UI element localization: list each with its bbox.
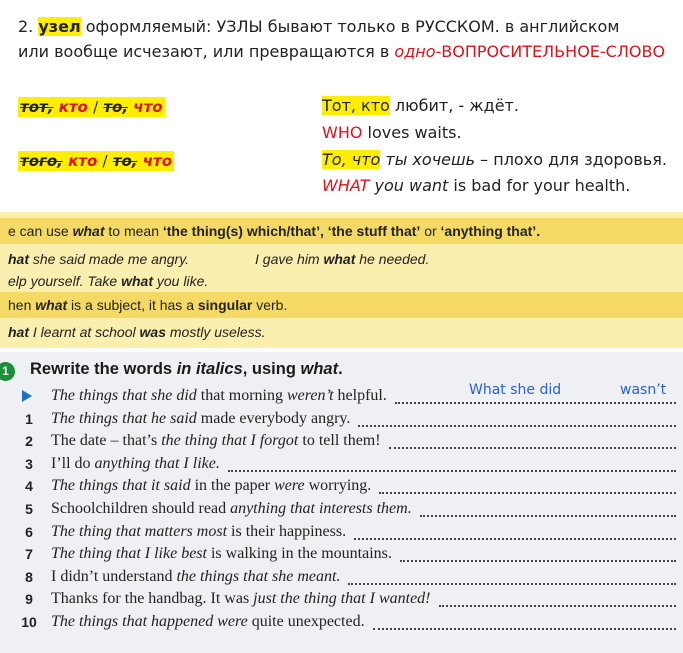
header-italic-red: одно-: [394, 42, 442, 61]
rule-text: or: [424, 223, 437, 239]
strike-word: тот,: [20, 98, 54, 116]
plain-text: Thanks for the handbag. It was: [51, 590, 254, 608]
header-number: 2.: [18, 17, 34, 36]
italic-words: ты хочешь: [385, 150, 476, 169]
italic-phrase: The things that she did: [51, 387, 197, 404]
exercise-row: [0, 589, 683, 611]
rule-text: is a subject, it has a: [71, 297, 194, 313]
highlight: То, что: [322, 150, 381, 169]
exercise-sentence: [51, 455, 220, 473]
answer-line[interactable]: [348, 567, 676, 585]
exercise-number: 8: [25, 568, 33, 585]
exercise-row: [0, 382, 683, 408]
rule-text: e can use: [8, 223, 69, 239]
red-word: что: [133, 98, 163, 116]
red-word: WHAT: [322, 176, 370, 195]
title-part: Rewrite the words: [30, 360, 173, 378]
exercise-sentence: [51, 387, 387, 405]
exercise-sentence: [51, 590, 431, 608]
italic-phrase: anything that I like.: [94, 454, 220, 472]
exercise-row: [0, 612, 683, 634]
rule-line-2: [8, 297, 287, 313]
italic-phrase: The thing that matters most: [51, 522, 228, 540]
exercise-number: 2: [25, 433, 33, 450]
exercise-sentence: [51, 432, 381, 450]
exercise-number: 6: [25, 523, 33, 540]
header-line-1: [18, 17, 619, 36]
exercise-row: [0, 431, 683, 453]
rule-bold: ‘anything that’.: [440, 223, 541, 239]
exercise-row: [0, 544, 683, 566]
header-text-2: или вообще исчезают, или превращаются в: [18, 42, 390, 61]
exercise-number: 5: [25, 501, 33, 517]
answer-line[interactable]: [373, 612, 676, 630]
header-keyword: узел: [38, 17, 81, 36]
italic-phrase: The things that he said: [51, 409, 197, 427]
italic-words: you want: [374, 176, 449, 195]
rule-text: she said made me angry.: [32, 251, 190, 267]
red-word: что: [142, 152, 173, 170]
exercise-number: 7: [25, 546, 33, 563]
header-red: ВОПРОСИТЕЛЬНОЕ-СЛОВО: [441, 42, 666, 61]
example-1-left: [18, 97, 165, 117]
rule-keyword: what: [121, 273, 153, 289]
rule-text: you like.: [156, 273, 209, 289]
rule-example-1: [8, 251, 189, 267]
plain-text: to tell them!: [298, 432, 381, 450]
exercise-number: 10: [21, 614, 37, 630]
plain-text: helpful.: [333, 387, 387, 404]
exercise-sentence: [51, 477, 371, 495]
rule-text: mostly useless.: [169, 324, 266, 340]
answer-line[interactable]: [420, 499, 676, 517]
plain-text: Schoolchildren should read: [51, 500, 231, 517]
strike-word: то,: [112, 152, 138, 170]
rule-bold: ‘the thing(s) which/that’, ‘the stuff that’: [162, 223, 421, 239]
plain-text: made everybody angry.: [196, 409, 351, 427]
plain-text: that morning: [196, 387, 287, 404]
red-word: WHO: [322, 123, 363, 142]
answer-line[interactable]: [439, 589, 676, 607]
rule-text: I gave him: [255, 251, 320, 267]
example-arrow-icon: [22, 390, 32, 402]
rule-text: to mean: [108, 223, 159, 239]
sentence-rest: is bad for your health.: [453, 176, 631, 195]
red-word: кто: [68, 152, 98, 170]
example-2-left: [18, 151, 174, 171]
header-text: оформляемый: УЗЛЫ бывают только в РУССКОМ. в английском: [85, 17, 620, 36]
plain-text: The date – that’s: [51, 432, 162, 450]
plain-text: in the paper: [190, 477, 275, 495]
rule-example-2: [255, 251, 429, 267]
rule-bold: singular: [197, 297, 253, 313]
exercise-number: 4: [25, 478, 33, 495]
italic-phrase: The things that it said: [51, 477, 191, 495]
handwritten-answer: wasn’t: [620, 382, 667, 398]
exercise-row: [0, 567, 683, 589]
plain-text: is walking in the mountains.: [206, 545, 392, 563]
italic-phrase: The thing that I like best: [51, 545, 207, 563]
header-line-2: [18, 42, 665, 61]
exercise-sentence: [51, 568, 340, 586]
rule-keyword: what: [35, 297, 68, 313]
exercise-sentence: [51, 410, 350, 428]
red-word: кто: [58, 98, 88, 116]
plain-text: is their happiness.: [227, 522, 347, 540]
rule-text: hen: [8, 297, 32, 313]
example-1-en: [322, 123, 462, 142]
title-part: , using: [242, 360, 296, 378]
task-number-badge: 1: [0, 362, 15, 381]
rule-text: he needed.: [359, 251, 430, 267]
sentence-rest: любит, - ждёт.: [394, 96, 519, 115]
exercise-number: 1: [25, 410, 33, 427]
title-part: .: [338, 360, 343, 378]
italic-phrase: anything that interests them.: [230, 500, 412, 517]
strike-word: того,: [20, 152, 63, 170]
answer-line[interactable]: [228, 454, 676, 472]
italic-phrase: The things that happened were: [51, 613, 248, 630]
answer-line[interactable]: [358, 409, 676, 427]
strike-word: то,: [103, 98, 129, 116]
rule-keyword: hat: [8, 251, 29, 267]
handwritten-answer: What she did: [469, 382, 562, 398]
task-title: [30, 360, 343, 379]
exercise-sentence: [51, 523, 346, 541]
plain-text: I’ll do: [51, 454, 95, 472]
rule-keyword: what: [72, 223, 105, 239]
rule-keyword: hat: [8, 324, 29, 340]
italic-phrase: weren’t: [287, 387, 334, 404]
slash: /: [102, 152, 108, 170]
exercise-row: [0, 476, 683, 498]
rule-bold: was: [139, 324, 166, 340]
slash: /: [93, 98, 99, 116]
exercise-number: 9: [25, 591, 33, 608]
exercise-sentence: [51, 500, 412, 518]
plain-text: worrying.: [304, 477, 372, 495]
exercise-row: [0, 409, 683, 431]
italic-phrase: were: [274, 477, 305, 495]
italic-phrase: the thing that I forgot: [161, 432, 299, 450]
example-2-en: [322, 176, 630, 195]
sentence-rest: loves waits.: [367, 123, 462, 142]
plain-text: quite unexpected.: [247, 613, 365, 630]
exercise-row: [0, 522, 683, 544]
title-part: in italics: [176, 360, 243, 378]
plain-text: I didn’t understand: [51, 567, 177, 585]
answer-line[interactable]: [354, 522, 676, 540]
rule-text: verb.: [256, 297, 288, 313]
italic-phrase: just the thing that I wanted!: [253, 590, 431, 608]
answer-line[interactable]: [379, 476, 676, 494]
rule-text: I learnt at school: [32, 324, 136, 340]
example-1-ru: [322, 96, 519, 115]
sentence-rest: – плохо для здоровья.: [480, 150, 667, 169]
answer-line[interactable]: [400, 544, 676, 562]
answer-line[interactable]: [389, 431, 676, 449]
rule-example-3: [8, 273, 208, 289]
title-part: what: [300, 360, 339, 378]
rule-line-1: [8, 223, 540, 239]
rule-keyword: what: [323, 251, 356, 267]
exercise-row: [0, 454, 683, 476]
italic-phrase: the things that she meant.: [176, 567, 341, 585]
highlight: Тот, кто: [322, 96, 390, 115]
exercise-sentence: [51, 545, 392, 563]
rule-example-4: [8, 324, 266, 340]
exercise-sentence: [51, 613, 365, 631]
rule-text: elp yourself. Take: [8, 273, 118, 289]
exercise-row: [0, 499, 683, 521]
exercise-number: 3: [25, 455, 33, 472]
example-2-ru: [322, 150, 667, 169]
